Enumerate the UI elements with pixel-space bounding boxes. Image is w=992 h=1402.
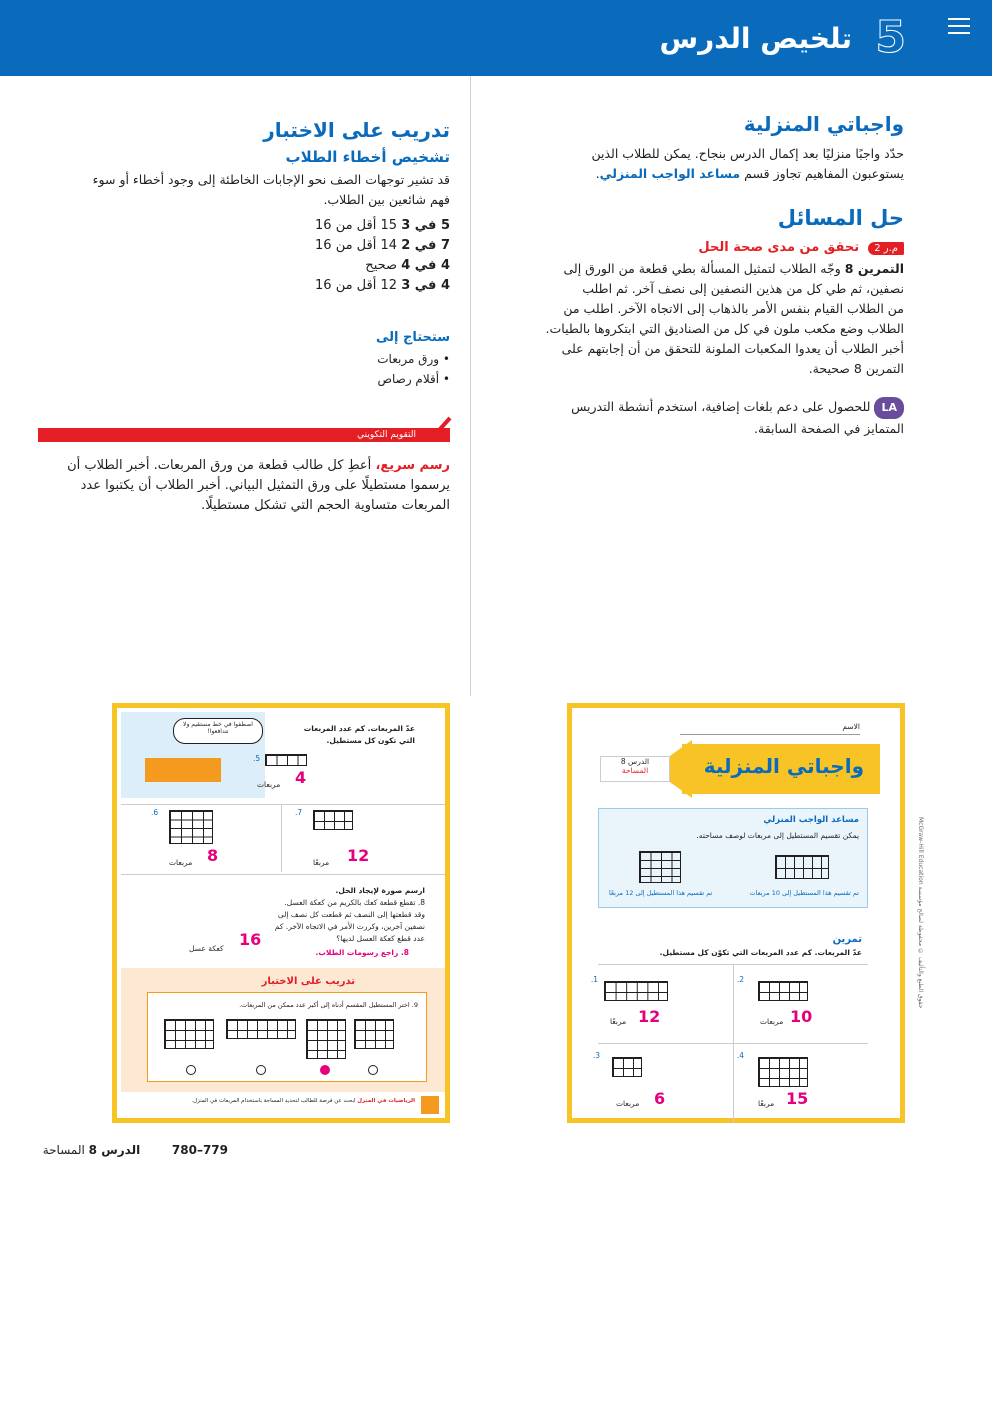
need-item: • أقلام رصاص	[377, 372, 450, 386]
check-mark-icon	[422, 416, 452, 442]
answer-item-3: 6	[654, 1089, 666, 1108]
helper-grid-b	[639, 851, 681, 883]
homework-heading: واجباتي المنزلية	[743, 112, 904, 136]
blocks-illustration	[145, 758, 221, 782]
diagnose-line-2: فهم شائعين بين الطلاب.	[323, 192, 450, 207]
lesson-tag: الدرس 8 المساحة	[600, 756, 670, 782]
practice-items: 2. 10 مربعات 1. 12 مربعًا 4. 15 مربعًا 3. 6 مربعات	[598, 964, 868, 1122]
la-line-1: LAللحصول على دعم بلغات إضافية، استخدم أنشطة التدريس	[492, 397, 904, 419]
answer-item-6: 8	[207, 846, 219, 865]
practice-badge: م.ر 2	[868, 242, 904, 255]
answer-item: 5 في 3 15 أقل من 16	[315, 218, 450, 233]
diagnose-heading: تشخيص أخطاء الطلاب	[285, 148, 450, 166]
house-icon	[421, 1096, 439, 1114]
formative-label: التقويم التكويني	[357, 430, 416, 440]
exercise-line-5: التمرين 8 صحيحة.	[808, 361, 904, 376]
choice-circle-selected[interactable]	[320, 1065, 330, 1075]
la-line-2: المتمايز في الصفحة السابقة.	[754, 421, 904, 436]
menu-icon[interactable]	[948, 18, 970, 36]
speech-bubble: اصطفوا في خط مستقيم ولا تتدافعوا!	[173, 718, 263, 744]
q-text-1: عدّ المربعات. كم عدد المربعات	[303, 724, 415, 733]
quick-line-1: رسم سريع، أعطِ كل طالب قطعة من ورق المربعات. أخبر الطلاب أن	[67, 458, 450, 473]
test-practice-heading: تدريب على الاختبار	[263, 118, 450, 142]
page-footer	[38, 1143, 228, 1157]
left-column	[40, 118, 450, 389]
q-text-2: التي تكون كل مستطيل.	[326, 736, 415, 745]
answer-item: 7 في 2 14 أقل من 16	[315, 238, 450, 253]
footer-lesson: الدرس 8	[88, 1143, 141, 1157]
practice-heading: تمرين	[832, 934, 862, 945]
quick-line-2: يرسموا مستطيلًا على ورق التمثيل البياني. أخبر الطلاب أن يكتبوا عدد	[80, 478, 450, 493]
exercise-line-4: أخبر الطلاب أن يعدوا المكعبات الملونة للتحقق من أن إجابتهم على	[561, 341, 904, 356]
answer-list	[40, 216, 450, 296]
check-solution-heading: تحقق من مدى صحة الحل	[698, 240, 860, 255]
diagnose-line-1: قد تشير توجهات الصف نحو الإجابات الخاطئة إلى وجود أخطاء أو سوء	[92, 172, 450, 187]
section-number: 5	[875, 12, 906, 63]
lesson-header	[0, 0, 992, 76]
exercise-line-1: نصفين، ثم طي كل من هذين النصفين إلى نصف آخر. ثم اطلب	[582, 281, 904, 296]
banner-title: واجباتي المنزلية	[703, 754, 864, 778]
draw-title: ارسم صورة لإيجاد الحل.	[335, 886, 425, 895]
la-badge: LA	[874, 397, 904, 419]
quick-line-3: المربعات متساوية الحجم التي تشكل مستطيلًا.	[201, 498, 450, 513]
exercise-line-2: من الطلاب القيام بنفس الأمر بالذهاب إلى الاتجاه الآخر. اطلب من	[563, 301, 904, 316]
quick-draw-block	[38, 456, 450, 516]
review-note: 8. راجع رسومات الطلاب.	[315, 948, 409, 957]
student-page-practice: اصطفوا في خط مستقيم ولا تتدافعوا! عدّ المربعات. كم عدد المربعات التي تكون كل مستطيل. 5. 4 مربعات 6. 8 مربعات 7. 12 مربعًا ارسم صورة لإيجاد الحل. 8. تقطع قطعة كعك بالكريم من كعكة العسل. وقد قطعتها إلى النصف ثم قطعت كل نصف إلى نصفين آخرين، وكررت الأمر في الاتجاه الآخر. كم عدد قطع كعكة العسل لديها؟ 16 كعكة عسل 8. راجع رسومات الطلاب. تدريب على الاختبار 9. اختر المستطيل المقسم أدناه إلى أكبر عدد ممكن من المربعات. الرياضيات في المنزل ابحث عن فرصة للطالب لتحديد المساحة باستخدام المربعات في المنزل.	[112, 703, 450, 1123]
footer-pages: 779–780	[171, 1143, 228, 1157]
helper-grid-a	[775, 855, 829, 879]
exercise-line-0: التمرين 8 وجّه الطلاب لتمثيل المسألة بطي قطعة من الورق إلى	[563, 261, 904, 276]
answer-item-7: 12	[347, 846, 370, 865]
section-title: تلخيص الدرس	[659, 22, 852, 55]
answer-item-5: 4	[295, 768, 307, 787]
footer-topic: المساحة	[42, 1143, 85, 1157]
need-item: • ورق مربعات	[377, 352, 450, 366]
problem-solving-heading: حل المسائل	[777, 206, 904, 230]
you-need-heading: ستحتاج إلى	[375, 330, 450, 345]
choice-circle[interactable]	[186, 1065, 196, 1075]
practice-text: عدّ المربعات. كم عدد المربعات التي تكوّن كل مستطيل.	[659, 948, 862, 957]
copyright-side: حقوق الطبع والتأليف © محفوظة لصالح مؤسسة McGraw-Hill Education	[917, 816, 924, 1008]
right-column	[492, 112, 904, 439]
exercise-line-3: الطلاب وضع مكعب ملون في كل من الصناديق التي ابتكروها بالطيات.	[545, 321, 904, 336]
homework-line-2: يستوعبون المفاهيم تجاوز قسم مساعد الواجب المنزلي.	[595, 166, 904, 181]
formative-bar	[38, 428, 450, 442]
student-page-homework	[567, 703, 924, 1123]
test-box: تدريب على الاختبار 9. اختر المستطيل المقسم أدناه إلى أكبر عدد ممكن من المربعات.	[121, 968, 445, 1092]
choice-circle[interactable]	[256, 1065, 266, 1075]
homework-helper-link: مساعد الواجب المنزلي	[599, 166, 741, 181]
choice-circle[interactable]	[368, 1065, 378, 1075]
home-note: الرياضيات في المنزل ابحث عن فرصة للطالب لتحديد المساحة باستخدام المربعات في المنزل.	[191, 1098, 415, 1104]
homework-line-1: حدّد واجبًا منزليًا بعد إكمال الدرس بنجاح. يمكن للطلاب الذين	[591, 146, 904, 161]
answer-item-8: 16	[239, 930, 262, 949]
answer-item: 4 في 4 صحيح	[365, 258, 450, 273]
check-solution-row	[492, 236, 904, 255]
name-label: الاسم	[842, 722, 860, 731]
answer-item-2: 10	[790, 1007, 813, 1026]
column-divider	[470, 76, 471, 696]
helper-box: مساعد الواجب المنزلي يمكن تقسيم المستطيل إلى مربعات لوصف مساحته. تم تقسيم هذا المستطيل إلى 10 مربعات تم تقسيم هذا المستطيل إلى 12 مربعًا	[598, 808, 868, 908]
answer-item: 4 في 3 12 أقل من 16	[315, 278, 450, 293]
answer-item-1: 12	[638, 1007, 661, 1026]
answer-item-4: 15	[786, 1089, 809, 1108]
